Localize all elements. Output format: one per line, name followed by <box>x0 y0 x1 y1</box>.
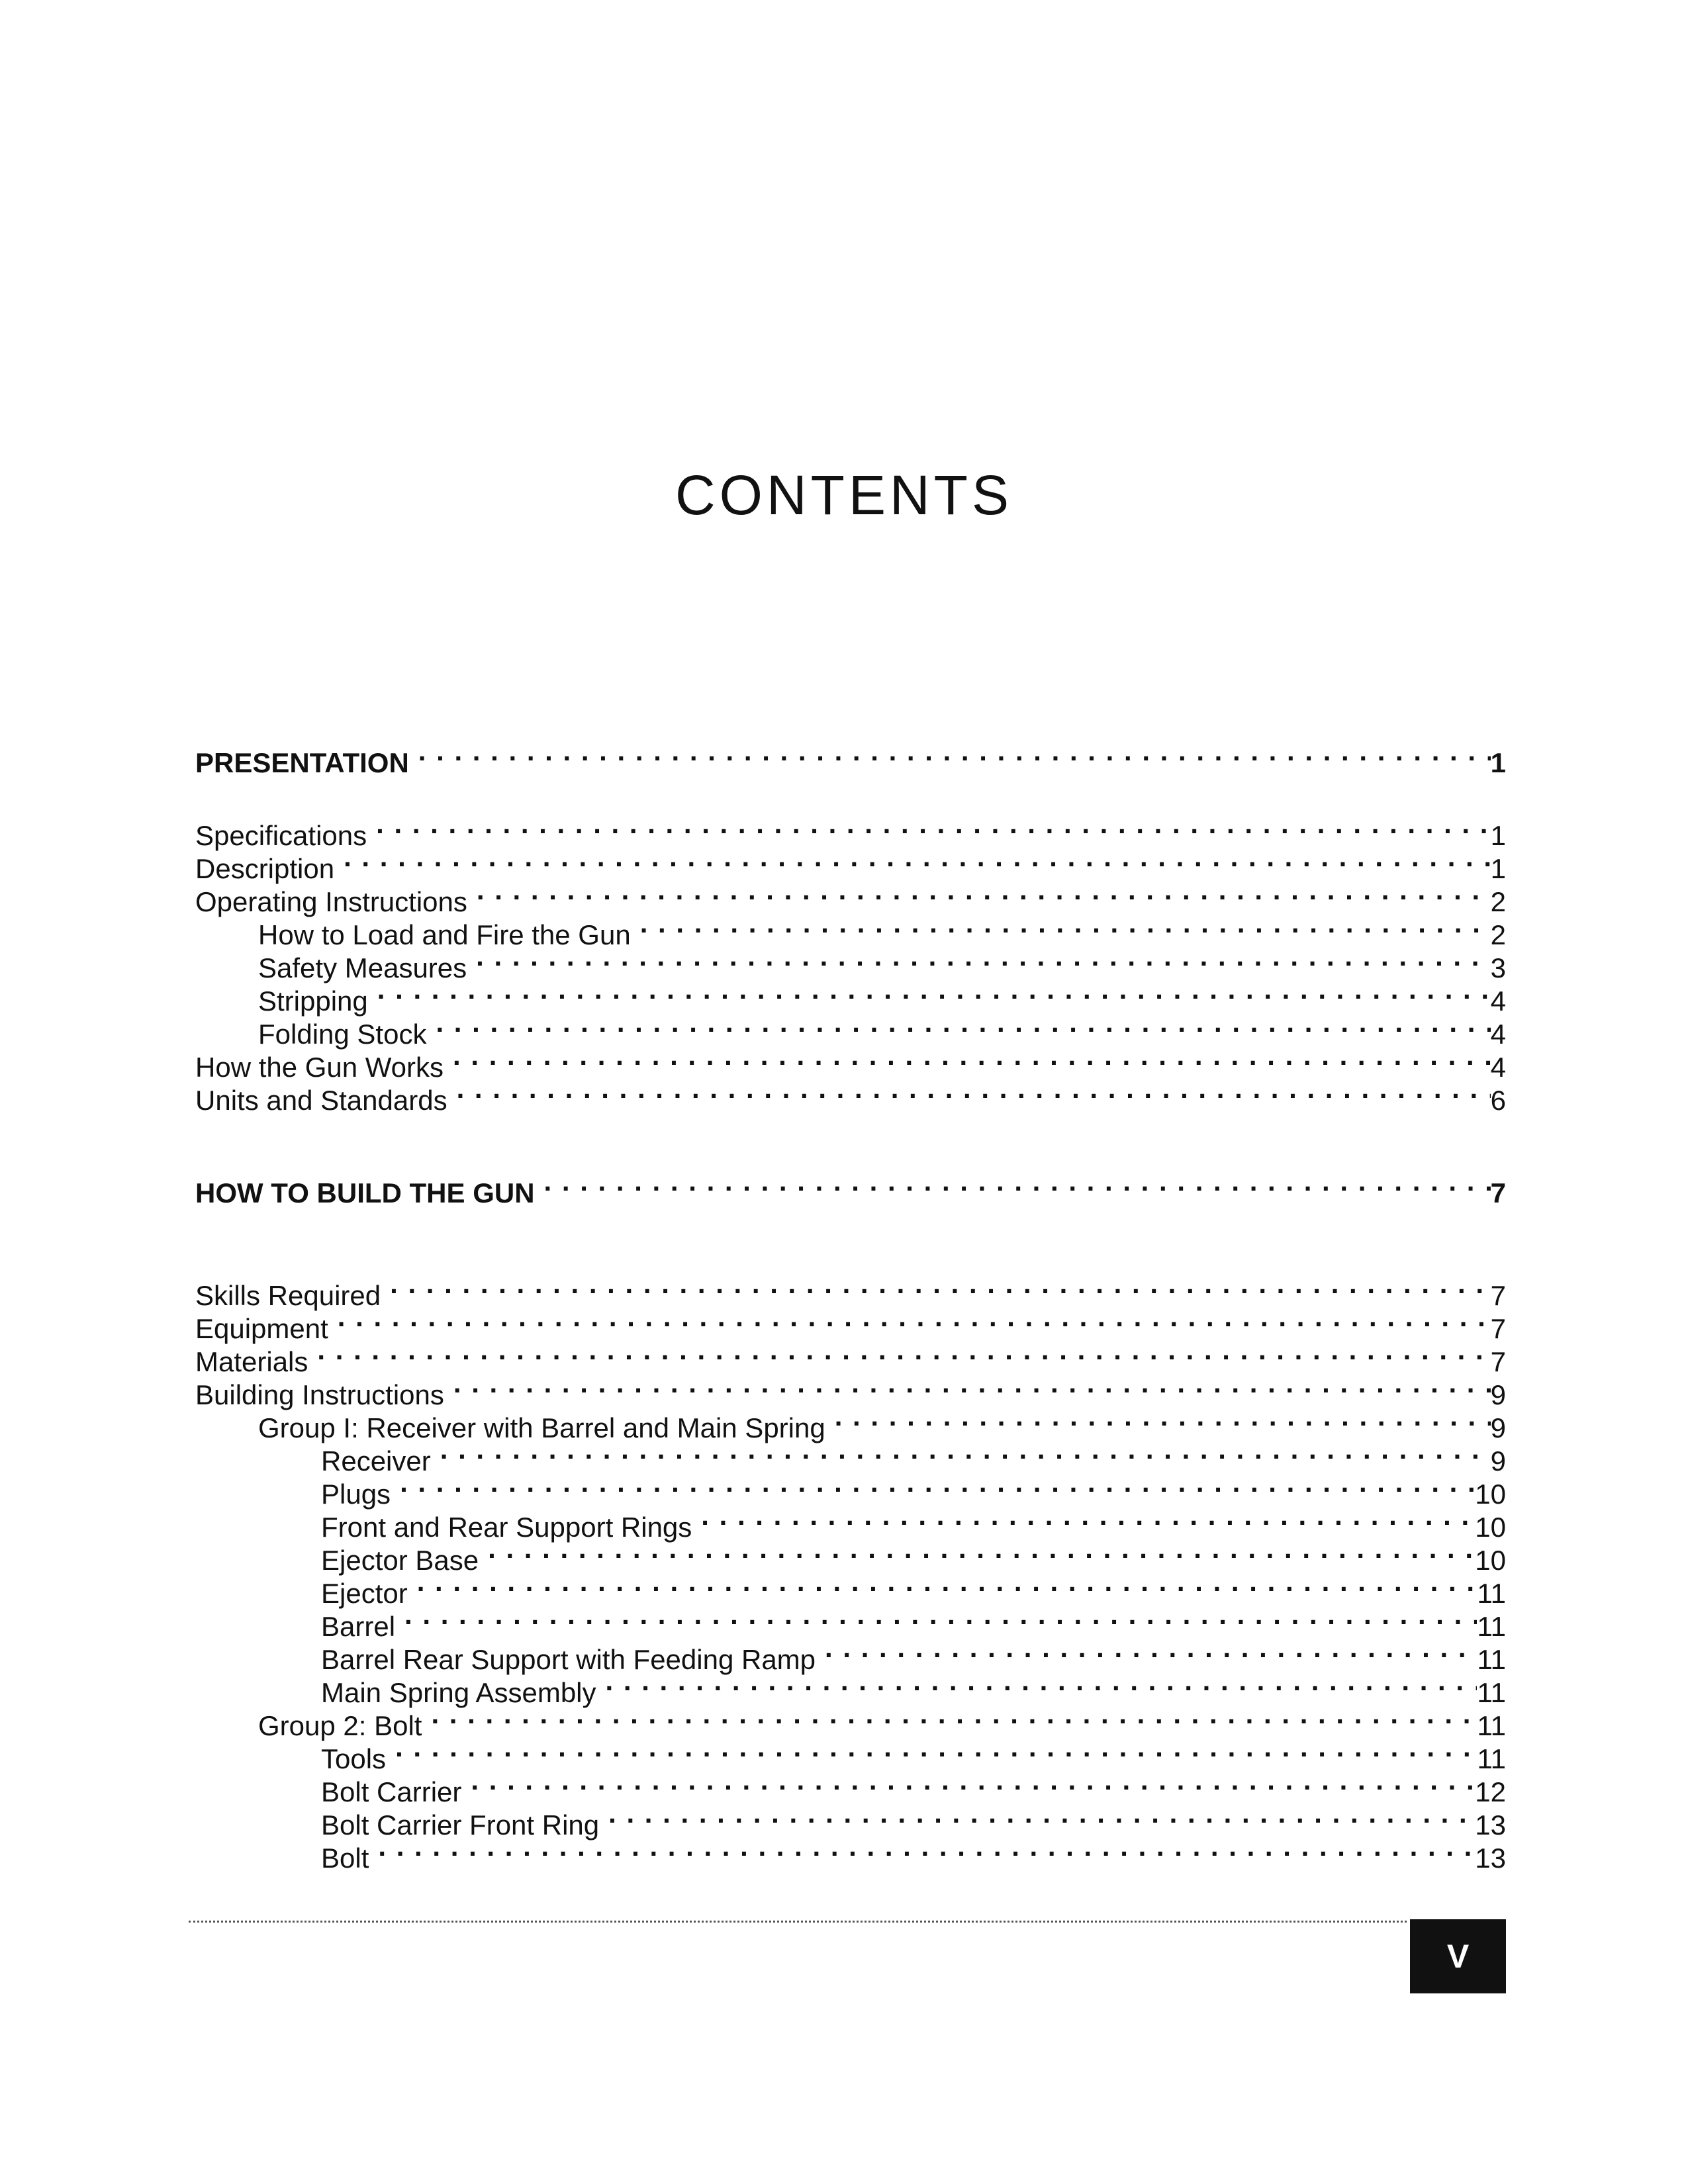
dot-leader <box>344 844 1491 878</box>
dot-leader <box>825 1635 1477 1669</box>
toc-entry-page: 11 <box>1477 1743 1506 1774</box>
toc-entry-label: Front and Rear Support Rings <box>321 1512 692 1543</box>
dot-leader <box>453 1370 1491 1404</box>
toc-entry-label: PRESENTATION <box>195 747 409 778</box>
toc-entry-page: 12 <box>1475 1776 1506 1807</box>
dot-leader <box>640 910 1491 944</box>
toc-entry-page: 7 <box>1490 1346 1506 1377</box>
toc-entry <box>195 1767 1506 1807</box>
toc-entry <box>195 1304 1506 1344</box>
toc-entry-page: 1 <box>1490 820 1506 851</box>
toc-entry-label: Main Spring Assembly <box>321 1677 596 1708</box>
toc-entry-page: 9 <box>1490 1379 1506 1410</box>
toc-entry-label: Group I: Receiver with Barrel and Main Spring <box>258 1412 825 1443</box>
toc-entry-page: 9 <box>1490 1412 1506 1443</box>
toc-entry <box>195 1701 1506 1741</box>
toc-entry-label: Operating Instructions <box>195 886 467 917</box>
toc-entry-page: 10 <box>1475 1512 1506 1543</box>
toc-entry-page: 13 <box>1475 1809 1506 1841</box>
toc-entry <box>195 1436 1506 1477</box>
toc-entry-page: 7 <box>1490 1177 1506 1208</box>
toc-entry <box>195 910 1506 950</box>
toc-entry-page: 2 <box>1490 919 1506 950</box>
toc-entry-label: Plugs <box>321 1479 391 1510</box>
toc-entry-label: Ejector <box>321 1578 408 1609</box>
page-number: V <box>1446 1938 1470 1975</box>
dot-leader <box>378 1833 1475 1868</box>
dot-leader <box>835 1403 1491 1437</box>
toc-entry <box>195 976 1506 1017</box>
toc-entry-label: How to Load and Fire the Gun <box>258 919 631 950</box>
toc-entry-page: 10 <box>1475 1545 1506 1576</box>
dot-leader <box>488 1535 1475 1570</box>
toc-entry-page: 11 <box>1477 1611 1506 1642</box>
toc-entry-label: Folding Stock <box>258 1019 427 1050</box>
dot-leader <box>417 1569 1477 1603</box>
toc-entry-label: Materials <box>195 1346 308 1377</box>
dot-leader <box>376 811 1491 845</box>
toc-entry-label: Group 2: Bolt <box>258 1710 422 1741</box>
dot-leader <box>400 1469 1475 1504</box>
toc-entry-label: How the Gun Works <box>195 1052 444 1083</box>
page-title: CONTENTS <box>675 464 1013 526</box>
toc-entry-page: 13 <box>1475 1843 1506 1874</box>
toc-entry-page: 4 <box>1490 985 1506 1017</box>
toc-entry-label: Bolt Carrier Front Ring <box>321 1809 600 1841</box>
toc-entry-page: 4 <box>1490 1052 1506 1083</box>
dot-leader <box>544 1168 1491 1203</box>
toc-entry-page: 1 <box>1490 747 1506 778</box>
dot-leader <box>418 738 1491 772</box>
toc-entry <box>195 1403 1506 1443</box>
toc-entry-label: Stripping <box>258 985 368 1017</box>
toc-entry <box>195 1734 1506 1774</box>
toc-entry <box>195 844 1506 884</box>
toc-entry <box>195 877 1506 917</box>
toc-entry-page: 11 <box>1477 1578 1506 1609</box>
dot-leader <box>457 1075 1491 1110</box>
dot-leader <box>436 1009 1490 1044</box>
dot-leader <box>390 1271 1491 1305</box>
toc-entry <box>195 1042 1506 1083</box>
toc-entry-label: Equipment <box>195 1313 328 1344</box>
toc-entry-page: 7 <box>1490 1313 1506 1344</box>
toc-entry-label: Ejector Base <box>321 1545 479 1576</box>
toc-entry <box>195 1009 1506 1050</box>
dot-leader <box>606 1668 1477 1702</box>
toc-entry-label: Bolt Carrier <box>321 1776 462 1807</box>
toc-entry-page: 11 <box>1477 1644 1506 1675</box>
toc-entry-label: Tools <box>321 1743 387 1774</box>
toc-entry-page: 9 <box>1490 1445 1506 1477</box>
toc-entry <box>195 1469 1506 1510</box>
dot-leader <box>431 1701 1477 1735</box>
dot-leader <box>701 1502 1475 1537</box>
toc-entry <box>195 1635 1506 1675</box>
toc-entry-page: 10 <box>1475 1479 1506 1510</box>
toc-entry-label: Units and Standards <box>195 1085 447 1116</box>
toc-entry <box>195 1535 1506 1576</box>
toc-entry-label: Barrel <box>321 1611 396 1642</box>
dot-leader <box>477 877 1491 911</box>
toc-entry-page: 3 <box>1490 952 1506 983</box>
toc-entry-page: 2 <box>1490 886 1506 917</box>
toc-entry <box>195 1602 1506 1642</box>
toc-entry <box>195 1668 1506 1708</box>
dot-leader <box>317 1337 1490 1371</box>
page-number-badge <box>1410 1919 1506 1993</box>
toc-entry <box>195 943 1506 983</box>
toc-entry <box>195 1502 1506 1543</box>
dot-leader <box>377 976 1491 1011</box>
toc-entry <box>195 1569 1506 1609</box>
toc-entry-page: 4 <box>1490 1019 1506 1050</box>
dot-leader <box>338 1304 1491 1338</box>
toc-entry-label: Description <box>195 853 335 884</box>
dot-leader <box>476 943 1490 978</box>
toc-entry-label: Safety Measures <box>258 952 467 983</box>
toc-entry-label: Specifications <box>195 820 367 851</box>
toc-entry-label: Barrel Rear Support with Feeding Ramp <box>321 1644 816 1675</box>
toc-entry-label: HOW TO BUILD THE GUN <box>195 1177 535 1208</box>
dot-leader <box>471 1767 1475 1801</box>
toc-entry-label: Building Instructions <box>195 1379 444 1410</box>
dot-leader <box>440 1436 1491 1471</box>
toc-entry <box>195 811 1506 851</box>
toc-entry-label: Bolt <box>321 1843 369 1874</box>
toc-entry-label: Skills Required <box>195 1280 381 1311</box>
toc-entry-page: 7 <box>1490 1280 1506 1311</box>
toc-section-entry <box>195 738 1506 778</box>
dot-leader <box>395 1734 1477 1768</box>
dot-leader <box>404 1602 1477 1636</box>
toc-entry-page: 1 <box>1490 853 1506 884</box>
toc-entry-page: 11 <box>1477 1710 1506 1741</box>
toc-entry <box>195 1075 1506 1116</box>
toc-entry-label: Receiver <box>321 1445 431 1477</box>
toc-entry <box>195 1370 1506 1410</box>
toc-entry-page: 6 <box>1490 1085 1506 1116</box>
dot-leader <box>453 1042 1491 1077</box>
toc-entry <box>195 1337 1506 1377</box>
toc-entry <box>195 1800 1506 1841</box>
footer-divider <box>189 1921 1407 1923</box>
toc-entry <box>195 1271 1506 1311</box>
toc-section-entry <box>195 1168 1506 1208</box>
dot-leader <box>608 1800 1475 1835</box>
toc-entry-page: 11 <box>1477 1677 1506 1708</box>
toc-entry <box>195 1833 1506 1874</box>
